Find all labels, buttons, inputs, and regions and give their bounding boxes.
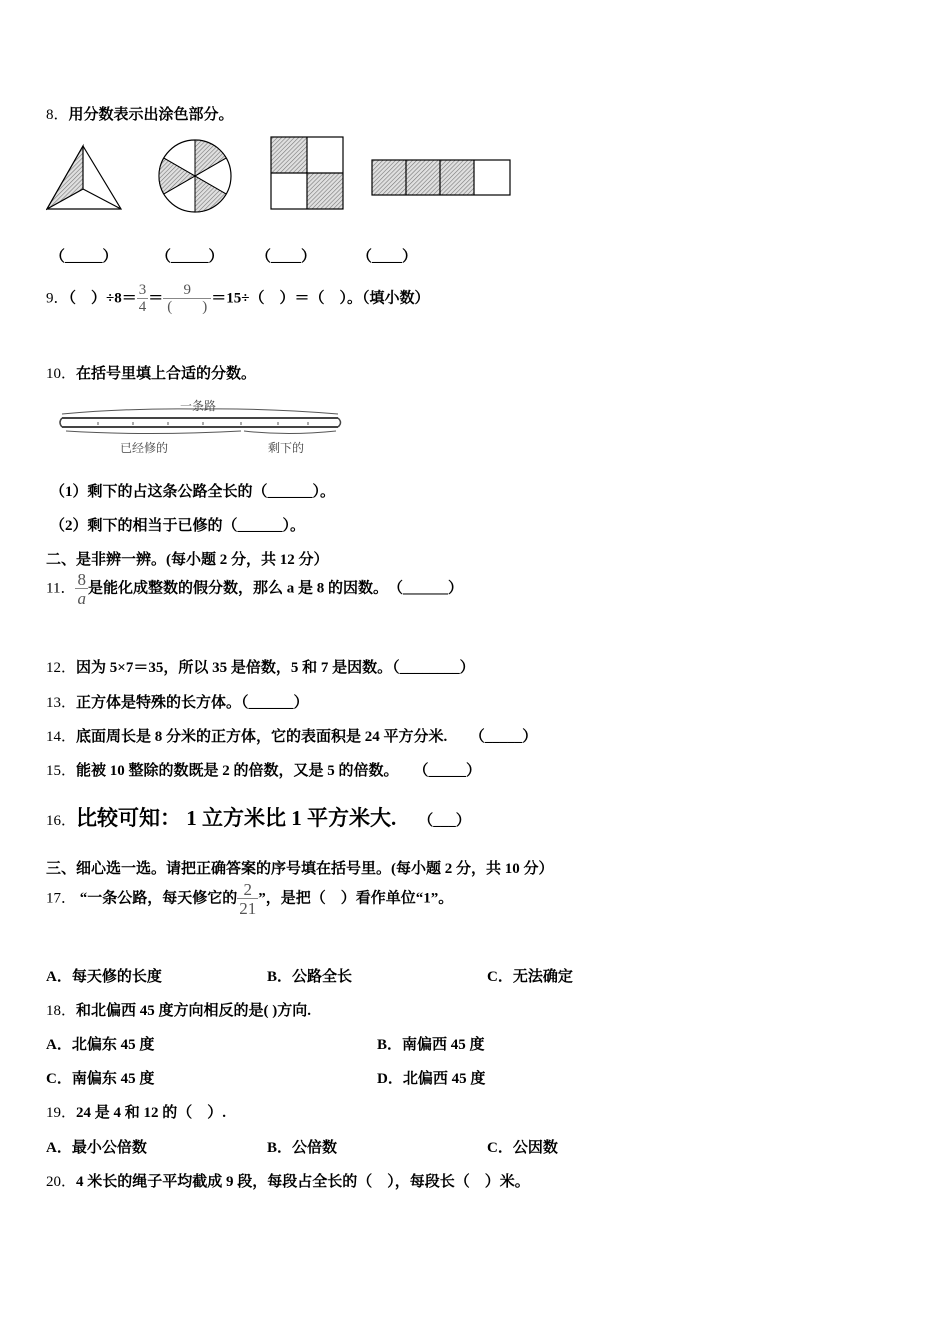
road-total-label: 一条路	[180, 399, 217, 413]
fraction-2-21	[237, 881, 258, 917]
numerator: 3	[138, 282, 147, 298]
denominator-blank[interactable]: ( )	[163, 298, 211, 315]
option-17-c[interactable]: C．无法确定	[487, 969, 573, 985]
question-18	[46, 999, 311, 1020]
question-number: 12．	[46, 660, 77, 676]
question-13	[46, 691, 309, 712]
question-text: “一条公路，每天修它的	[76, 890, 238, 907]
option-17-b[interactable]: B．公路全长	[267, 969, 353, 985]
question-text: 在括号里填上合适的分数。	[76, 366, 257, 382]
question-text: 能被 10 整除的数既是 2 的倍数，又是 5 的倍数。 （_____）	[76, 763, 482, 779]
question-number: 8．	[46, 107, 69, 123]
question-text: 比较可知： 1 立方米比 1 平方米大.	[76, 806, 397, 830]
bar-figure	[371, 159, 512, 196]
question-number: 13．	[46, 695, 77, 711]
question-text: 因为 5×7＝35，所以 35 是倍数，5 和 7 是因数。（________）	[76, 660, 475, 676]
fraction-8-a	[75, 571, 88, 607]
answer-blank-circle[interactable]: （_____）	[156, 249, 224, 265]
question-number: 11．	[46, 580, 76, 597]
question-20	[46, 1170, 530, 1191]
question-10-sub2: （2）剩下的相当于已修的（______）。	[50, 518, 306, 534]
question-number: 20．	[46, 1174, 77, 1190]
circle-figure	[157, 138, 233, 214]
answer-blank[interactable]: （___）	[418, 813, 471, 829]
question-number: 9．	[46, 290, 69, 307]
road-diagram	[58, 396, 348, 458]
question-17	[46, 881, 453, 917]
question-15	[46, 759, 481, 780]
question-9	[46, 283, 430, 315]
option-17-a[interactable]: A．每天修的长度	[46, 969, 162, 985]
question-number: 14．	[46, 729, 77, 745]
question-number: 18．	[46, 1003, 77, 1019]
question-12	[46, 656, 475, 677]
option-19-c[interactable]: C．公因数	[487, 1140, 558, 1156]
question-number: 15．	[46, 763, 77, 779]
question-number: 17．	[46, 890, 77, 907]
question-text: 底面周长是 8 分米的正方体，它的表面积是 24 平方分米. （_____）	[76, 729, 538, 745]
question-text: 是能化成整数的假分数，那么 a 是 8 的因数。 （______）	[87, 580, 463, 597]
question-text: 正方体是特殊的长方体。（______）	[76, 695, 309, 711]
option-18-d[interactable]: D．北偏西 45 度	[377, 1071, 486, 1087]
question-text: 用分数表示出涂色部分。	[68, 107, 234, 123]
square-figure	[270, 136, 344, 210]
question-text: ”，是把（ ）看作单位“1”。	[258, 890, 454, 907]
option-18-b[interactable]: B．南偏西 45 度	[377, 1037, 485, 1053]
question-19	[46, 1101, 226, 1122]
answer-blank-triangle[interactable]: （_____）	[50, 249, 118, 265]
road-done-label: 已经修的	[120, 441, 169, 455]
answer-blank-square[interactable]: （____）	[256, 249, 317, 265]
section-2-heading: 二、是非辨一辨。(每小题 2 分，共 12 分）	[46, 552, 329, 568]
option-19-a[interactable]: A．最小公倍数	[46, 1140, 147, 1156]
answer-blank-bar[interactable]: （____）	[357, 249, 418, 265]
question-text: ＝15÷（ ）＝（ ）。（填小数）	[211, 290, 430, 307]
option-18-c[interactable]: C．南偏东 45 度	[46, 1071, 155, 1087]
question-text: 和北偏西 45 度方向相反的是( )方向.	[76, 1003, 312, 1019]
numerator: 2	[243, 880, 253, 899]
question-16	[46, 802, 471, 832]
option-19-b[interactable]: B．公倍数	[267, 1140, 338, 1156]
triangle-figure	[46, 143, 122, 211]
option-18-a[interactable]: A．北偏东 45 度	[46, 1037, 155, 1053]
denominator: 21	[239, 899, 257, 918]
fraction-3-4	[137, 283, 149, 315]
question-number: 19．	[46, 1105, 77, 1121]
question-text: 4 米长的绳子平均截成 9 段，每段占全长的（ ），每段长（ ）米。	[76, 1174, 530, 1190]
equals: ＝	[148, 290, 164, 307]
question-8	[46, 103, 234, 124]
question-number: 16．	[46, 813, 77, 829]
question-number: 10．	[46, 366, 77, 382]
question-10-sub1: （1）剩下的占这条公路全长的（______）。	[50, 484, 336, 500]
denominator: 4	[138, 299, 147, 315]
numerator: 8	[77, 570, 86, 589]
question-text: 24 是 4 和 12 的（ ）.	[76, 1105, 227, 1121]
section-3-heading: 三、细心选一选。请把正确答案的序号填在括号里。(每小题 2 分，共 10 分）	[46, 861, 554, 877]
road-left-label: 剩下的	[268, 441, 305, 455]
question-14	[46, 725, 537, 746]
fraction-9-blank	[163, 283, 211, 315]
denominator: a	[77, 589, 86, 608]
question-text: （ ）÷8＝	[68, 290, 137, 307]
question-10	[46, 362, 256, 383]
question-11	[46, 571, 463, 607]
numerator: 9	[183, 282, 192, 298]
